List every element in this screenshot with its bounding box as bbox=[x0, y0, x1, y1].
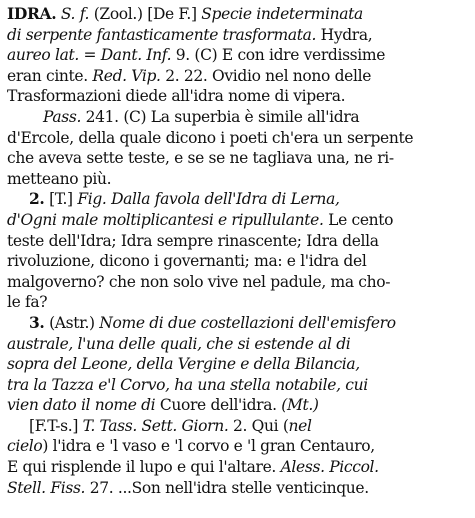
entry-line-20: vien dato il nome di Cuore dell'idra. (Mt.) bbox=[7, 396, 319, 415]
entry-line-13: rivoluzione, dicono i governanti; ma: e l'idra del bbox=[7, 252, 367, 271]
entry-line-6: Pass. 241. (C) La superbia è simile all'idra bbox=[43, 107, 360, 126]
entry-line-9: metteano più. bbox=[7, 169, 112, 188]
entry-line-12: teste dell'Idra; Idra sempre rinascente; Idra della bbox=[7, 231, 379, 250]
sense-number: 2. bbox=[29, 189, 45, 209]
entry-line-5: Trasformazioni diede all'idra nome di vipera. bbox=[7, 87, 346, 106]
entry-line-18: sopra del Leone, della Vergine e della Bilancia, bbox=[7, 355, 360, 374]
entry-line-7: d'Ercole, della quale dicono i poeti ch'era un serpente bbox=[7, 128, 414, 147]
sense-number: 3. bbox=[29, 312, 45, 332]
etymology-label: [De F.] bbox=[147, 5, 197, 23]
entry-line-10: 2. [T.] Fig. Dalla favola dell'Idra di Lerna, bbox=[29, 189, 340, 209]
entry-line-8: che aveva sette teste, e se se ne tagliava una, ne ri- bbox=[7, 149, 394, 168]
entry-line-21: [F.T-s.] T. Tass. Sett. Giorn. 2. Qui (nel bbox=[29, 416, 312, 435]
entry-line-22: cielo) l'idra e 'l vaso e 'l corvo e 'l gran Centauro, bbox=[7, 437, 375, 456]
entry-line-11: d'Ogni male moltiplicantesi e ripullulante. Le cento bbox=[7, 210, 394, 229]
entry-line-1 bbox=[7, 4, 469, 25]
entry-line-15: le fa? bbox=[7, 293, 48, 312]
grammar-label: S. f. bbox=[60, 5, 90, 23]
definition-start: Specie indeterminata bbox=[201, 5, 363, 23]
entry-line-16: 3. (Astr.) Nome di due costellazioni dell'emisfero bbox=[29, 312, 396, 332]
entry-line-23: E qui risplende il lupo e qui l'altare. Aless. Piccol. bbox=[7, 458, 379, 477]
entry-line-19: tra la Tazza e'l Corvo, ha una stella notabile, cui bbox=[7, 375, 368, 394]
entry-line-14: malgoverno? che non solo vive nel padule, ma cho- bbox=[7, 272, 391, 291]
headword: IDRA. bbox=[7, 4, 57, 23]
entry-line-2: di serpente fantasticamente trasformata. Hydra, bbox=[7, 25, 373, 44]
entry-line-3: aureo lat. = Dant. Inf. 9. (C) E con idre verdissime bbox=[7, 46, 386, 65]
field-label: (Zool.) bbox=[93, 5, 143, 23]
entry-line-17: australe, l'una delle quali, che si estende al di bbox=[7, 334, 351, 353]
entry-line-4: eran cinte. Red. Vip. 2. 22. Ovidio nel nono delle bbox=[7, 66, 372, 85]
entry-line-24: Stell. Fiss. 27. ...Son nell'idra stelle venticinque. bbox=[7, 478, 369, 497]
